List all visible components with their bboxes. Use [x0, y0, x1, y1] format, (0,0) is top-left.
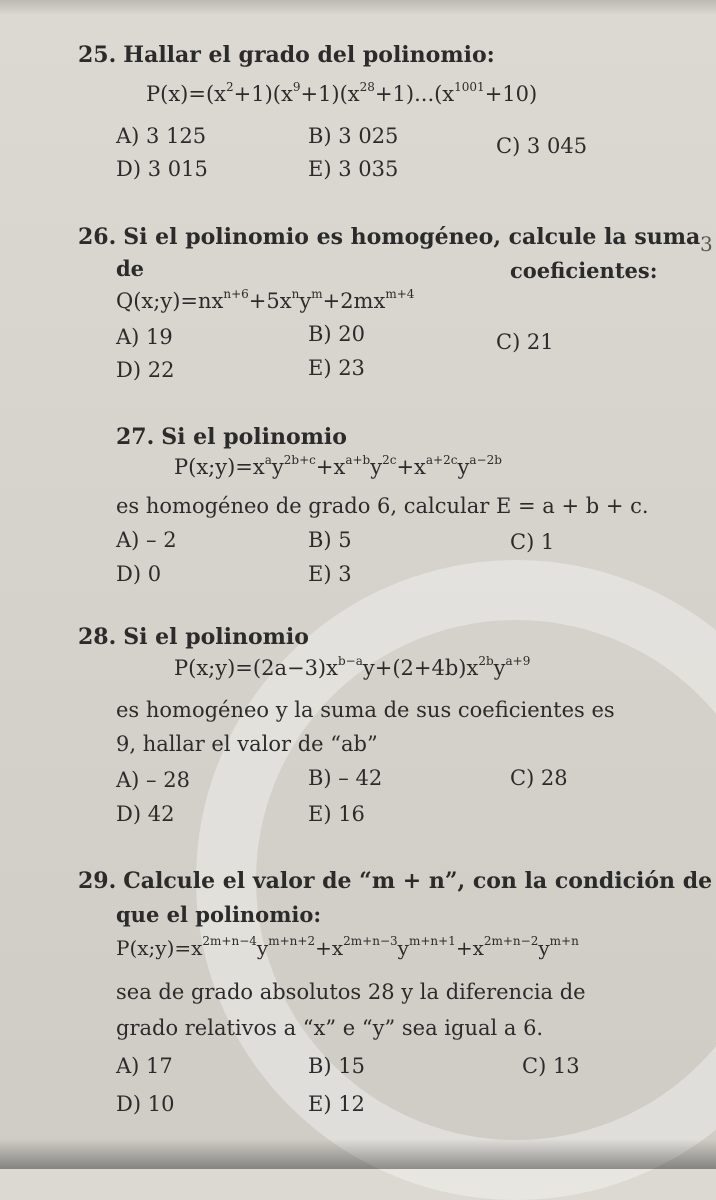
option-e: E) 23: [308, 356, 365, 380]
option-b: B) – 42: [308, 766, 383, 790]
problem-29-line2: que el polinomio:: [116, 902, 322, 927]
problem-29-title: 29. Calcule el valor de “m + n”, con la condición de: [78, 868, 713, 894]
problem-text: Hallar el grado del polinomio:: [123, 42, 495, 68]
problem-number: 25.: [78, 42, 117, 68]
problem-29-description-1: sea de grado absolutos 28 y la diferencia de: [116, 980, 586, 1004]
option-d: D) 10: [116, 1092, 175, 1116]
option-b: B) 3 025: [308, 124, 399, 148]
option-e: E) 3 035: [308, 157, 399, 181]
problem-28-description-2: 9, hallar el valor de “ab”: [116, 732, 378, 756]
option-e: E) 16: [308, 802, 365, 826]
option-b: B) 20: [308, 322, 366, 346]
problem-28-expression: $P(x;y)=(2a-3)x^{b-a}y+(2+4b)x^{2b}y^{a+9}$: [174, 654, 531, 680]
problem-29-expression: $P(x;y)=x^{2m+n-4}y^{m+n+2}+x^{2m+n-3}y^{m+n+1}+x^{2m+n-2}y^{m+n}$: [116, 934, 579, 960]
problem-28-title: 28. Si el polinomio: [78, 624, 309, 650]
problem-27-title: 27. Si el polinomio: [116, 424, 347, 450]
option-e: E) 3: [308, 562, 352, 586]
problem-26-expression: $Q(x;y)=nx^{n+6}+5x^ny^m+2mx^{m+4}$: [116, 287, 415, 313]
option-e: E) 12: [308, 1092, 365, 1116]
option-d: D) 42: [116, 802, 175, 826]
problem-27-description: es homogéneo de grado 6, calcular E = a + b + c.: [116, 494, 649, 518]
option-a: A) – 28: [116, 768, 190, 792]
option-c: C) 28: [510, 766, 568, 790]
option-a: A) 17: [116, 1054, 173, 1078]
problem-29-description-2: grado relativos a “x” e “y” sea igual a 6.: [116, 1016, 544, 1040]
problem-25-title: [78, 42, 495, 68]
option-a: A) 3 125: [116, 124, 207, 148]
problem-27-expression: $P(x;y)=x^ay^{2b+c}+x^{a+b}y^{2c}+x^{a+2c}y^{a-2b}$: [174, 453, 502, 479]
problem-26-title: 26. Si el polinomio es homogéneo, calcule la suma: [78, 224, 701, 250]
page-bottom-shadow: [0, 1139, 716, 1169]
option-b: B) 5: [308, 528, 352, 552]
problem-26-line2-end: coeficientes:: [510, 258, 658, 283]
option-d: D) 3 015: [116, 157, 208, 181]
option-c: C) 3 045: [496, 134, 588, 158]
option-c: C) 21: [496, 330, 554, 354]
page-edge: [0, 0, 716, 14]
option-b: B) 15: [308, 1054, 366, 1078]
problem-26-line2-start: de: [116, 256, 145, 281]
option-a: A) – 2: [116, 528, 177, 552]
option-a: A) 19: [116, 325, 173, 349]
option-d: D) 0: [116, 562, 162, 586]
problem-25-expression: $P(x)=(x^2+1)(x^9+1)(x^{28}+1)...(x^{1001}+10)$: [146, 80, 538, 106]
option-d: D) 22: [116, 358, 175, 382]
problem-28-description-1: es homogéneo y la suma de sus coeficientes es: [116, 698, 615, 722]
option-c: C) 1: [510, 530, 555, 554]
margin-mark: 3: [700, 232, 713, 256]
option-c: C) 13: [522, 1054, 580, 1078]
